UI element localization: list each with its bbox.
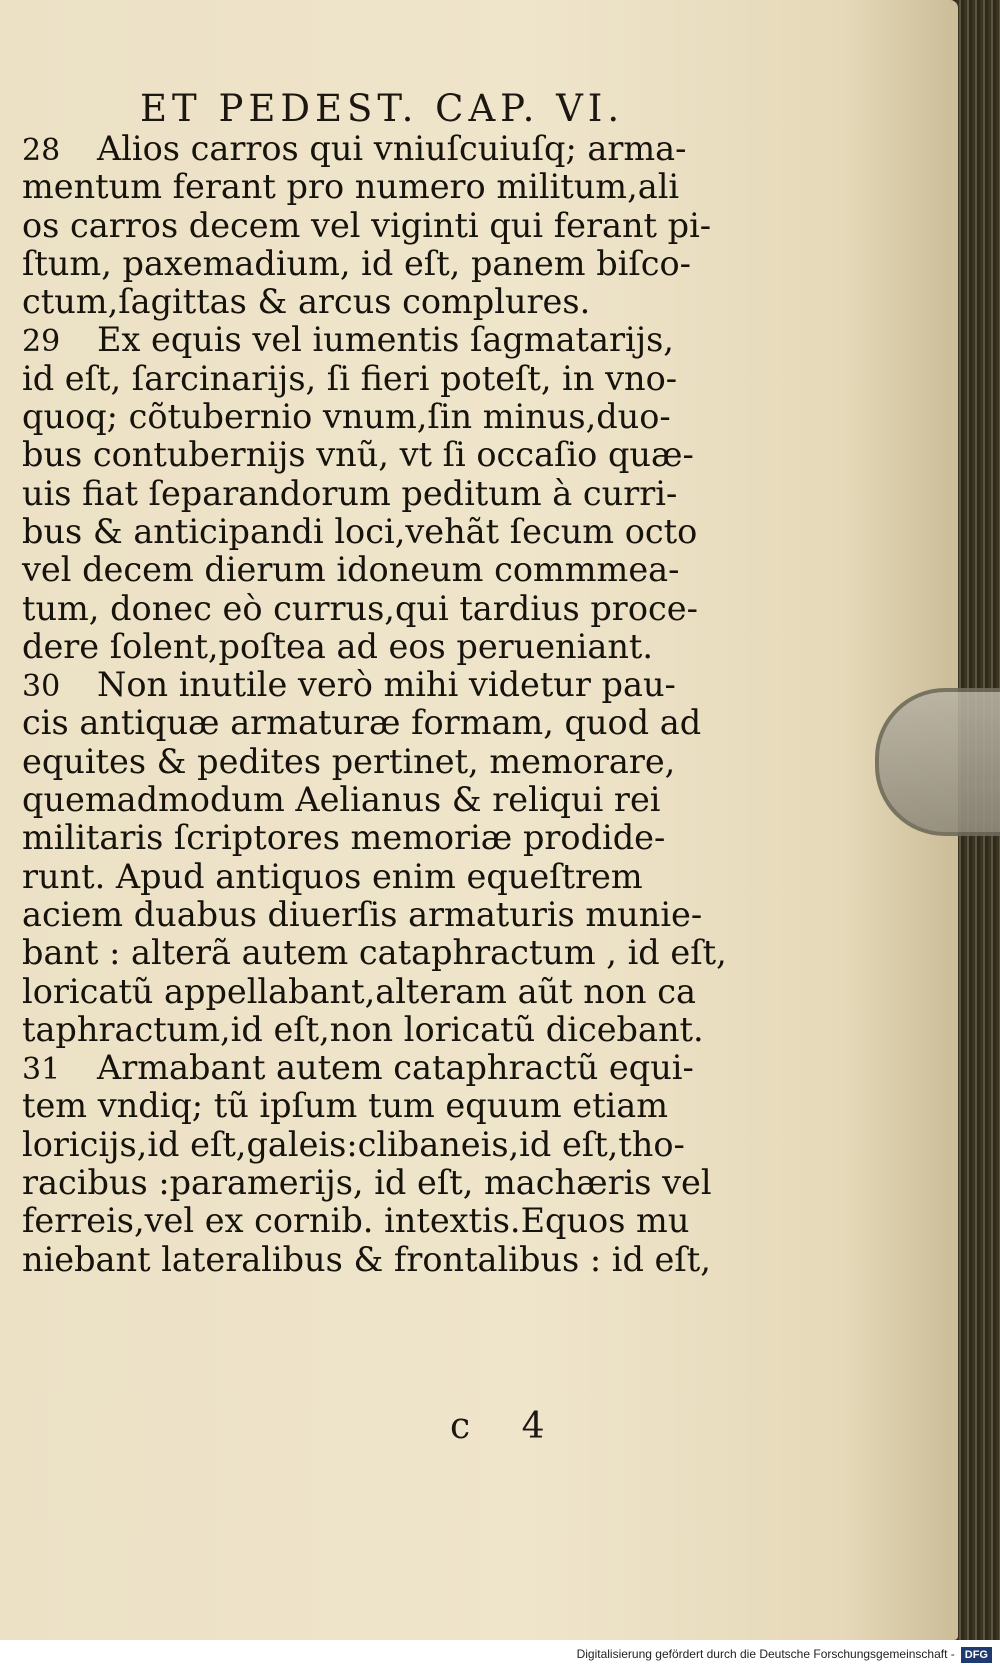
line-text: tum, donec eò currus,qui tardius proce- (22, 588, 698, 628)
line-text: dere ſolent,poſtea ad eos perueniant. (22, 626, 654, 666)
line-text: quoq; cõtubernio vnum,ſin minus,duo- (22, 397, 671, 437)
line-text: cis antiquæ armaturæ formam, quod ad (22, 703, 702, 743)
text-line (22, 436, 734, 474)
line-text: vel decem dierum idoneum commmea- (22, 550, 680, 590)
book-clasp (875, 688, 1000, 836)
line-text: militaris ſcriptores memoriæ prodide- (22, 818, 666, 858)
running-header: ET PEDEST. CAP. VI. (140, 87, 625, 130)
line-text: racibus :paramerijs, id eſt, machæris vel (22, 1163, 712, 1203)
text-line (22, 858, 734, 896)
line-text: Ex equis vel iumentis ſagmatarijs, (97, 320, 674, 360)
line-text: loricatũ appellabant,alteram aũt non ca (22, 971, 696, 1011)
line-text: Non inutile verò mihi videtur pau- (97, 665, 676, 705)
line-text: niebant lateralibus & frontalibus : id eſt, (22, 1239, 711, 1279)
text-line (22, 130, 734, 168)
line-text: equites & pedites pertinet, memorare, (22, 741, 676, 781)
line-text: id eſt, ſarcinarijs, ſi fieri poteſt, in vno- (22, 358, 678, 398)
paragraph-number: 28 (22, 133, 61, 168)
text-line (22, 934, 734, 972)
text-line (22, 551, 734, 589)
line-text: quemadmodum Aelianus & reliqui rei (22, 780, 661, 820)
text-line (22, 283, 734, 321)
digitization-footer (0, 1640, 1000, 1669)
text-line (22, 168, 734, 206)
line-text: ſtum, paxemadium, id eſt, panem biſco- (22, 243, 692, 283)
line-text: os carros decem vel viginti qui ferant pi- (22, 205, 712, 245)
line-text: bus contubernijs vnũ, vt ſi occaſio quæ- (22, 435, 694, 475)
text-line (22, 704, 734, 742)
paragraph-number: 30 (22, 669, 61, 705)
text-line (22, 1126, 734, 1164)
line-text: ferreis,vel ex cornib. intextis.Equos mu (22, 1201, 690, 1241)
text-line (22, 896, 734, 934)
text-line (22, 360, 734, 398)
text-line (22, 819, 734, 857)
text-line (22, 628, 734, 666)
text-line (22, 207, 734, 245)
line-text: taphractum,id eſt,non loricatũ dicebant. (22, 1009, 704, 1049)
text-line (22, 1011, 734, 1049)
line-text: mentum ferant pro numero militum,ali (22, 167, 680, 207)
line-text: ctum,ſagittas & arcus complures. (22, 282, 591, 322)
line-text: loricijs,id eſt,galeis:clibaneis,id eſt,tho- (22, 1124, 685, 1164)
text-line (22, 743, 734, 781)
line-text: runt. Apud antiquos enim equeſtrem (22, 856, 643, 896)
text-line (22, 1202, 734, 1240)
text-line (22, 245, 734, 283)
text-line (22, 398, 734, 436)
line-text: aciem duabus diuerſis armaturis munie- (22, 894, 703, 934)
dfg-logo: DFG (961, 1647, 992, 1663)
footer-credit: Digitalisierung gefördert durch die Deutsche Forschungsgemeinschaft - (576, 1647, 955, 1661)
line-text: uis fiat ſeparandorum peditum à curri- (22, 473, 678, 513)
line-text: bant : alterã autem cataphractum , id eſt, (22, 933, 727, 973)
text-line (22, 666, 734, 704)
paragraph-number: 29 (22, 324, 61, 360)
body-text (22, 130, 734, 1279)
text-line (22, 1241, 734, 1279)
line-text: Armabant autem cataphractũ equi- (97, 1048, 694, 1088)
text-line (22, 1087, 734, 1125)
text-line (22, 1049, 734, 1087)
text-line (22, 973, 734, 1011)
text-line (22, 513, 734, 551)
catchword-signature: c 4 (450, 1406, 565, 1447)
text-line (22, 321, 734, 359)
paragraph-number: 31 (22, 1052, 61, 1088)
line-text: Alios carros qui vniuſcuiuſq; arma- (97, 129, 687, 168)
text-line (22, 781, 734, 819)
line-text: tem vndiq; tũ ipſum tum equum etiam (22, 1086, 669, 1126)
text-line (22, 1164, 734, 1202)
line-text: bus & anticipandi loci,vehãt ſecum octo (22, 511, 698, 551)
text-line (22, 475, 734, 513)
text-line (22, 590, 734, 628)
